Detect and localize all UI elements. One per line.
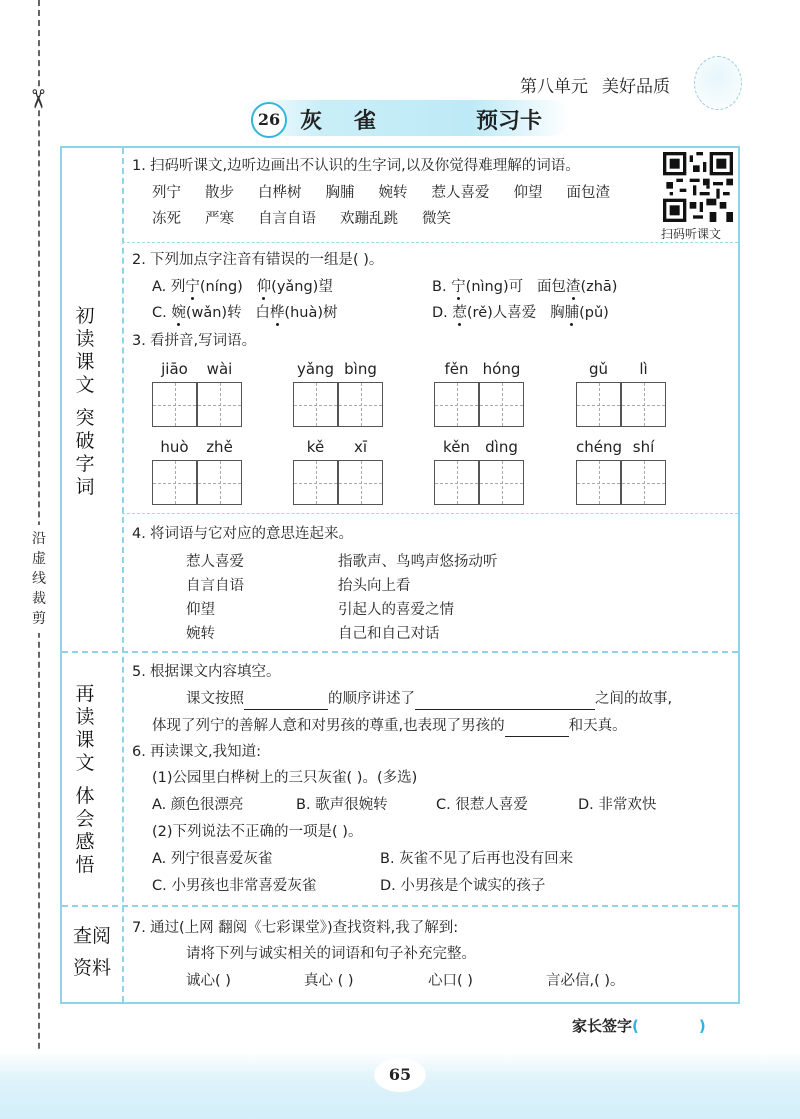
signature-field[interactable] — [639, 1017, 699, 1035]
q2-option-c: C. 婉(wǎn)转 白桦(huà)树 — [152, 305, 338, 321]
parent-signature: 家长签字( ) — [572, 1017, 706, 1035]
writing-cell[interactable] — [293, 382, 338, 427]
q4-right-column — [338, 550, 498, 646]
q1-words-row1: 列宁 散步 白桦树 胸脯 婉转 惹人喜爱 仰望 面包渣 — [152, 185, 610, 201]
question-divider — [122, 513, 738, 514]
writing-cell[interactable] — [434, 382, 479, 427]
writing-cell[interactable] — [152, 382, 197, 427]
writing-cell[interactable] — [621, 460, 666, 505]
page-number: 65 — [374, 1058, 426, 1092]
q7-fill-1[interactable]: 诚心( ) — [186, 973, 231, 989]
q7-fill-4[interactable]: 言必信,( )。 — [546, 973, 625, 989]
lesson-title: 灰雀 — [300, 108, 409, 134]
cut-instruction: 沿 虚 线 裁 剪 — [28, 525, 50, 633]
question-7: 7. 通过(上网 翻阅《七彩课堂》)查找资料,我了解到: — [132, 920, 459, 936]
writing-cell[interactable] — [576, 460, 621, 505]
fill-blank[interactable] — [505, 716, 569, 737]
writing-cell[interactable] — [576, 382, 621, 427]
q1-words-row2: 冻死 严寒 自言自语 欢蹦乱跳 微笑 — [152, 211, 451, 227]
question-divider — [122, 242, 738, 243]
writing-cell[interactable] — [479, 460, 524, 505]
lesson-number: 26 — [251, 102, 287, 138]
q2-option-a: A. 列宁(níng) 仰(yǎng)望 — [152, 279, 333, 295]
q7-fill-2[interactable]: 真心 ( ) — [304, 973, 354, 989]
match-meaning[interactable]: 引起人的喜爱之情 — [338, 602, 454, 618]
match-meaning[interactable]: 抬头向上看 — [338, 578, 411, 594]
q6-sub2-option-b[interactable]: B. 灰雀不见了后再也没有回来 — [380, 851, 574, 867]
qr-caption: 扫码听课文 — [661, 227, 722, 241]
card-title: 预习卡 — [476, 109, 543, 134]
writing-cell[interactable] — [338, 460, 383, 505]
q7-fill-3[interactable]: 心口( ) — [428, 973, 473, 989]
q6-sub2-option-d[interactable]: D. 小男孩是个诚实的孩子 — [380, 878, 546, 894]
fill-blank[interactable] — [415, 689, 595, 710]
question-6: 6. 再读课文,我知道: — [132, 744, 261, 760]
decoration-icon — [694, 56, 742, 110]
unit-header — [520, 72, 684, 97]
match-meaning[interactable]: 指歌声、鸟鸣声悠扬动听 — [338, 554, 498, 570]
question-2: 2. 下列加点字注音有错误的一组是( )。 — [132, 252, 384, 268]
q5-line-2: 体现了列宁的善解人意和对男孩的尊重,也表现了男孩的 和天真。 — [152, 716, 627, 737]
q6-sub1-option-d[interactable]: D. 非常欢快 — [578, 797, 657, 813]
writing-cell[interactable] — [621, 382, 666, 427]
question-4: 4. 将词语与它对应的意思连起来。 — [132, 526, 353, 542]
q6-sub2-option-c[interactable]: C. 小男孩也非常喜爱灰雀 — [152, 878, 317, 894]
q6-sub1-option-c[interactable]: C. 很惹人喜爱 — [436, 797, 528, 813]
question-5: 5. 根据课文内容填空。 — [132, 664, 281, 680]
qr-code-icon — [663, 152, 733, 222]
unit-theme: 美好品质 — [602, 77, 670, 97]
match-word[interactable]: 惹人喜爱 — [186, 554, 244, 570]
q6-sub2: (2)下列说法不正确的一项是( )。 — [152, 824, 363, 840]
writing-cell[interactable] — [152, 460, 197, 505]
q2-option-d: D. 惹(rě)人喜爱 胸脯(pǔ) — [432, 305, 609, 321]
writing-cell[interactable] — [293, 460, 338, 505]
writing-cell[interactable] — [197, 460, 242, 505]
writing-cell[interactable] — [197, 382, 242, 427]
writing-cell[interactable] — [434, 460, 479, 505]
section-divider — [62, 651, 738, 653]
q2-option-b: B. 宁(nìng)可 面包渣(zhā) — [432, 279, 618, 295]
question-1: 1. 扫码听课文,边听边画出不认识的生字词,以及你觉得难理解的词语。 — [132, 158, 580, 174]
match-word[interactable]: 自言自语 — [186, 578, 244, 594]
unit-label: 第八单元 — [520, 77, 588, 97]
match-word[interactable]: 婉转 — [186, 626, 215, 642]
q6-sub1: (1)公园里白桦树上的三只灰雀( )。(多选) — [152, 770, 418, 786]
writing-cell[interactable] — [479, 382, 524, 427]
q4-left-column — [186, 550, 244, 646]
q7-instruction: 请将下列与诚实相关的词语和句子补充完整。 — [186, 946, 476, 962]
question-3: 3. 看拼音,写词语。 — [132, 333, 257, 349]
q6-sub1-option-a[interactable]: A. 颜色很漂亮 — [152, 797, 244, 813]
q5-line-1: 课文按照 的顺序讲述了 之间的故事, — [186, 689, 672, 710]
match-meaning[interactable]: 自己和自己对话 — [338, 626, 440, 642]
q6-sub1-option-b[interactable]: B. 歌声很婉转 — [296, 797, 388, 813]
fill-blank[interactable] — [244, 689, 328, 710]
scissors-icon: ✂ — [21, 88, 52, 110]
match-word[interactable]: 仰望 — [186, 602, 215, 618]
q6-sub2-option-a[interactable]: A. 列宁很喜爱灰雀 — [152, 851, 273, 867]
section-divider — [62, 905, 738, 907]
writing-cell[interactable] — [338, 382, 383, 427]
